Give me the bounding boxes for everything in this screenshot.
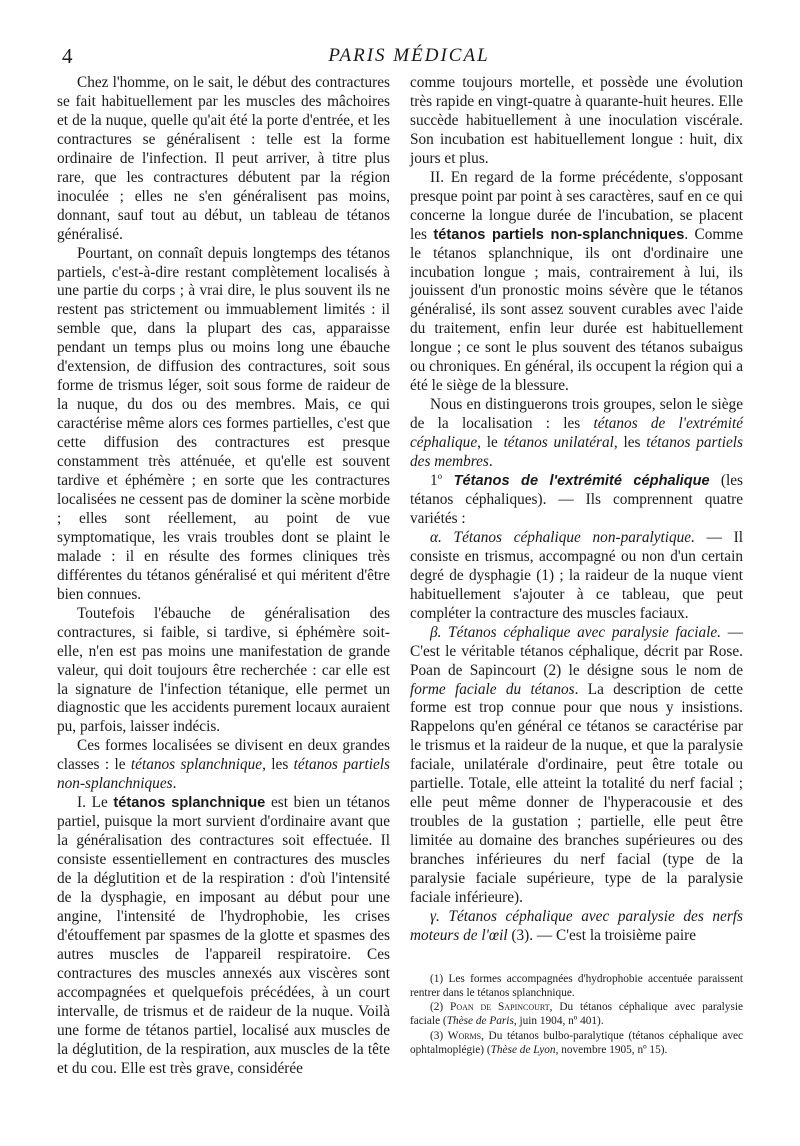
- paragraph: comme toujours mortelle, et possède une évolution très rapide en vingt-quatre à quarante-huit heures. Elle succède habituellement à une inoculation viscérale. Son incubation est habituellement longue : huit, dix jours et plus.: [410, 74, 743, 167]
- paragraph: Toutefois l'ébauche de généralisation des contractures, si faible, si tardive, si éphémère soit-elle, n'en est pas moins une manifestation de grande valeur, qui doit toujours être recherchée : car elle est la signature de l'infection tétanique, elle permet un diagnostic que les accidents purement locaux auraient pu, parfois, laisser indécis.: [57, 604, 390, 736]
- variety-label: β. Tétanos céphalique avec paralysie faciale.: [430, 623, 721, 641]
- variety-alpha: α. Tétanos céphalique non-paralytique. — Il consiste en trismus, accompagné ou non d'un certain degré de dysphagie (1) ; la raideur de la nuque vient habituellement s'ajouter à ce tableau, que peut compléter la contracture des muscles faciaux.: [410, 528, 743, 622]
- section-title: Tétanos de l'extrémité céphalique: [442, 473, 710, 490]
- paragraph: Chez l'homme, on le sait, le début des contractures se fait habituellement par les muscles des mâchoires et de la nuque, quelle qu'ait été la porte d'entrée, et les contractures se généralisent : telle est la forme ordinaire de l'infection. Il peut arriver, à titre plus rare, que les contractures débutent par la région inoculée ; elles ne s'en généralisent pas moins, donnant, sauf tout au début, un tableau de tétanos généralisé.: [57, 74, 390, 243]
- page-number: 4: [62, 44, 73, 68]
- paragraph: Nous en distinguerons trois groupes, selon le siège de la localisation : les tétanos de l'extrémité céphalique, le tétanos unilatéral, les tétanos partiels des membres.: [410, 396, 743, 471]
- variety-gamma: γ. Tétanos céphalique avec paralysie des nerfs moteurs de l'œil (3). — C'est la troisième paire: [410, 907, 743, 944]
- variety-label: γ. Tétanos céphalique avec paralysie des nerfs moteurs de l'œil: [410, 907, 743, 944]
- paragraph: Pourtant, on connaît depuis longtemps des tétanos partiels, c'est-à-dire restant complètement localisés à une partie du corps ; à vrai dire, le plus souvent ils ne restent pas strictement ou immuablement limités : il semble que, dans la plupart des cas, apparaisse pendant un temps plus ou moins long une ébauche d'extension, de diffusion des contractures, soit sous forme de trismus léger, soit sous forme de raideur de la nuque, du dos ou des membres. Mais, ce qui caractérise même alors ces formes partielles, c'est que cette diffusion des contractures est presque constamment très atténuée, et qu'elle est souvent tardive et éphémère ; en sorte que les contractures localisées ne cessent pas de dominer la scène morbide ; elles sont réellement, au point de vue symptomatique, les vrais troubles dont se plaint le malade : il en résulte des formes cliniques très différentes du tétanos généralisé et qui méritent d'être bien connues.: [57, 244, 390, 603]
- footnote: (3) Worms, Du tétanos bulbo-paralytique (tétanos céphalique avec ophtalmoplégie) (Thèse de Lyon, novembre 1905, nº 15).: [410, 1029, 744, 1056]
- section-heading: 1$^o$ Tétanos de l'extrémité céphalique (les tétanos céphaliques). — Ils comprennent quatre variétés :: [410, 470, 743, 527]
- left-column: [57, 74, 390, 1079]
- variety-label: α. Tétanos céphalique non-paralytique.: [430, 528, 695, 546]
- paragraph: Ces formes localisées se divisent en deux grandes classes : le tétanos splanchnique, les tétanos partiels non-splanchniques.: [57, 737, 390, 793]
- variety-beta: β. Tétanos céphalique avec paralysie faciale. — C'est le véritable tétanos céphalique, décrit par Rose. Poan de Sapincourt (2) le désigne sous le nom de forme faciale du tétanos. La description de cette forme est trop connue pour que nous y insistions. Rappelons qu'en général ce tétanos se caractérise par le trismus et la raideur de la nuque, et que la paralysie faciale, unilatérale d'ordinaire, peut être totale ou partielle. Totale, elle atteint la totalité du nerf facial ; elle peut même donner de l'hyperacousie et des troubles de la gustation ; partielle, elle peut être limitée au domaine des branches supérieures ou des branches inférieures du nerf facial (type de la paralysie faciale supérieure, type de la paralysie faciale inférieure).: [410, 623, 743, 906]
- section-term-bold: tétanos partiels non-splanchniques: [433, 226, 685, 243]
- footnote: (2) Poan de Sapincourt, Du tétanos céphalique avec paralysie faciale (Thèse de Paris, juin 1904, nº 401).: [410, 1001, 743, 1028]
- term-italic: tétanos splanchnique: [130, 756, 263, 774]
- section-term-bold: tétanos splanchnique: [113, 795, 266, 812]
- footnote: (1) Les formes accompagnées d'hydrophobie accentuée paraissent rentrer dans le tétanos splanchnique.: [410, 972, 743, 1000]
- page-header: [62, 44, 756, 74]
- term-italic: tétanos partiels non-splanchniques: [57, 756, 390, 793]
- running-title: PARIS MÉDICAL: [328, 45, 490, 66]
- paragraph: II. En regard de la forme précédente, s'opposant presque point par point à ses caractères, sauf en ce qui concerne la longue durée de l'incubation, se placent les tétanos partiels non-splanchniques. Comme le tétanos splanchnique, ils ont d'ordinaire une incubation longue ; mais, contrairement à lui, ils jouissent d'un pronostic moins sévère que le tétanos généralisé, ils sont assez souvent curables avec l'aide du traitement, enfin leur durée est habituellement longue ; ce sont le plus souvent des tétanos subaigus ou chroniques. En général, ils occupent la région qui a été le siège de la blessure.: [410, 168, 743, 395]
- paragraph: I. Le tétanos splanchnique est bien un tétanos partiel, puisque la mort survient d'ordinaire avant que la généralisation des contractures soit effectuée. Il consiste essentiellement en contractures des muscles de la déglutition et de la respiration : d'où l'intensité de la dysphagie, en imposant au début pour une angine, l'intensité de l'hydrophobie, les crises d'étouffement par spasmes de la glotte et spasmes des autres muscles de l'appareil respiratoire. Ces contractures des muscles annexés aux viscères sont accompagnées et quelquefois précédées, à un court intervalle, de trismus et de raideur de la nuque. Voilà une forme de tétanos partiel, localisé aux muscles de la déglutition, de la respiration, aux muscles de la tête et du cou. Elle est très grave, considérée: [57, 794, 390, 1077]
- footnotes: [410, 972, 743, 1057]
- right-column: [410, 74, 743, 1057]
